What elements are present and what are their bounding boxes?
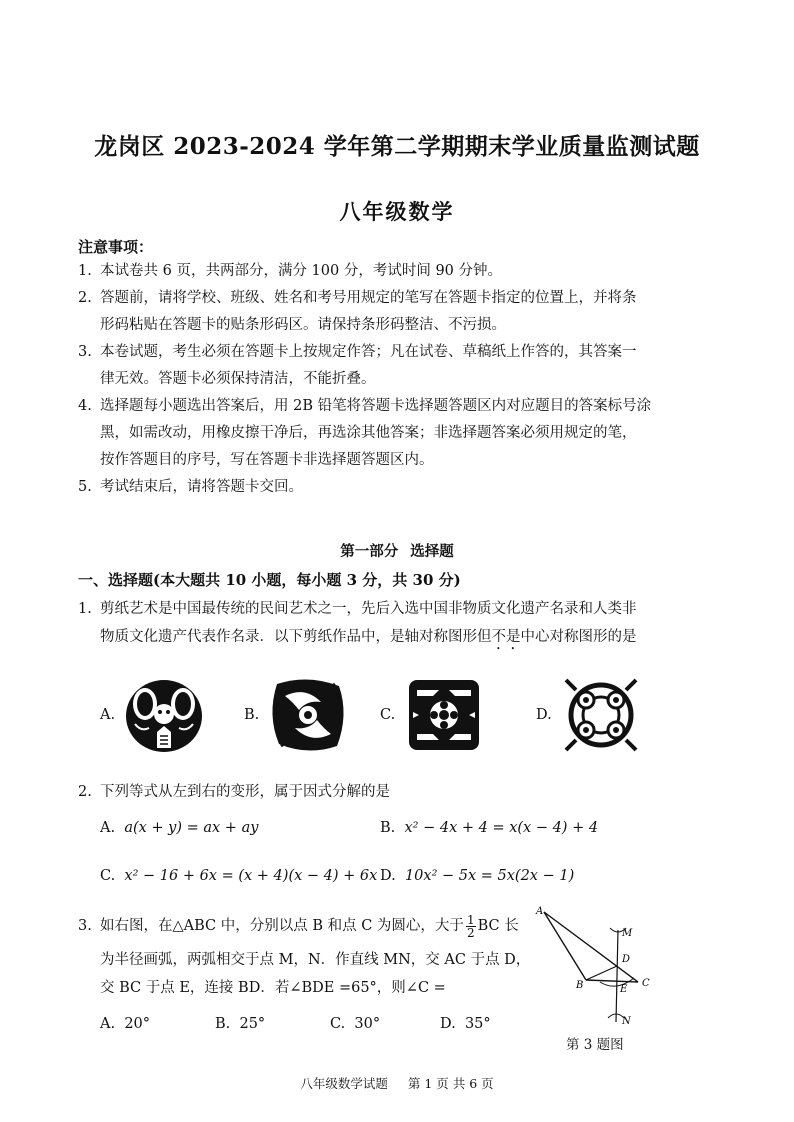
segment-bd (586, 966, 617, 980)
label-c: C (642, 978, 650, 989)
exam-title: 龙岗区 2023-2024 学年第二学期期末学业质量监测试题 (94, 133, 700, 160)
paper-cut-four-fish-ring-icon (560, 674, 642, 756)
q1-option-a: A. (100, 674, 205, 756)
label-a: A (536, 906, 544, 917)
emphasized-text: 不是 (491, 629, 521, 645)
question-2: 2. 下列等式从左到右的变形，属于因式分解的是 (78, 784, 390, 800)
label-d: D (622, 954, 631, 965)
note-item: 4. 选择题每小题选出答案后，用 2B 铅笔将答题卡选择题答题区内对应题目的答案标号涂 黑，如需改动，用橡皮擦干净后，再选涂其他答案；非选择题答案必须用规定的笔， 按作答题目的序号，写在答题卡非选择题答题区内。 (78, 398, 652, 468)
section-title: 第一部分 选择题 (340, 543, 454, 560)
triangle-figure (530, 900, 670, 1030)
fraction: $\frac{1}{2}$ (466, 912, 475, 940)
page-footer: 八年级数学试题 第 1 页 共 6 页 (300, 1076, 494, 1091)
q3-option-a: A. 20° (100, 1016, 151, 1032)
q3-option-d: D. 35° (440, 1016, 491, 1032)
side-ac (544, 912, 638, 982)
q2-option-b: B. x² − 4x + 4 = x(x − 4) + 4 (380, 820, 599, 836)
note-item: 3. 本卷试题，考生必须在答题卡上按规定作答；凡在试卷、草稿纸上作答的，其答案一 律无效。答题卡必须保持清洁，不能折叠。 (78, 344, 637, 387)
q3-option-c: C. 30° (330, 1016, 381, 1032)
q2-option-c: C. x² − 16 + 6x = (x + 4)(x − 4) + 6x (100, 868, 378, 884)
note-item: 2. 答题前，请将学校、班级、姓名和考号用规定的笔写在答题卡指定的位置上，并将条 形码粘贴在答题卡的贴条形码区。请保持条形码整洁、不污损。 (78, 290, 637, 333)
line-mn (616, 930, 618, 1022)
q1-option-c: C. (380, 674, 485, 756)
notes-heading: 注意事项： (78, 238, 154, 256)
paper-cut-swirl-fish-icon (267, 674, 349, 756)
part-heading: 一、选择题(本大题共 10 小题，每小题 3 分，共 30 分) (78, 571, 461, 589)
label-e: E (620, 984, 628, 995)
label-m: M (622, 928, 633, 939)
question-1: 1. 剪纸艺术是中国最传统的民间艺术之一，先后入选中国非物质文化遗产名录和人类非 物质文化遗产代表作名录．以下剪纸作品中，是轴对称图形但不是中心对称图形的是 (78, 601, 637, 645)
q2-option-a: A. a(x + y) = ax + ay (100, 820, 259, 836)
q2-option-d: D. 10x² − 5x = 5x(2x − 1) (380, 868, 575, 884)
label-n: N (622, 1016, 631, 1027)
exam-subtitle: 八年级数学 (339, 199, 455, 224)
figure-caption: 第 3 题图 (566, 1037, 624, 1053)
paper-cut-fish-cat-icon (123, 674, 205, 756)
note-item: 5. 考试结束后，请将答题卡交回。 (78, 479, 303, 495)
note-item: 1. 本试卷共 6 页，共两部分，满分 100 分，考试时间 90 分钟。 (78, 263, 503, 279)
label-b: B (576, 980, 584, 991)
paper-cut-fish-flower-icon (403, 674, 485, 756)
q1-option-b: B. (244, 674, 349, 756)
side-ab (544, 912, 586, 980)
question-3: 3. 如右图，在△ABC 中，分别以点 B 和点 C 为圆心，大于 $\frac{1}{2}$ BC 长 为半径画弧，两弧相交于点 M，N．作直线 MN，交 AC 于点 D， 交 BC 于点 E，连接 BD．若∠BDE =65°，则∠C = (78, 912, 531, 996)
q1-option-d: D. (536, 674, 642, 756)
q3-option-b: B. 25° (215, 1016, 266, 1032)
